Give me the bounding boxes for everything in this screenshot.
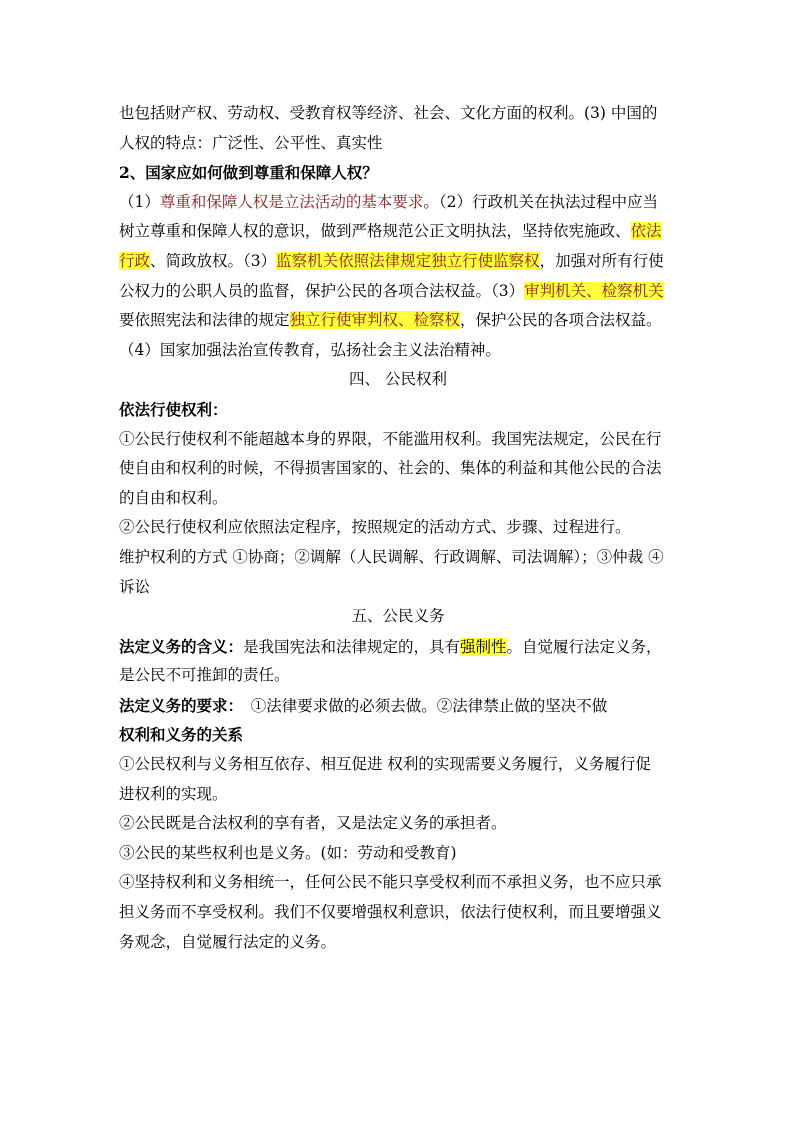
list-item-line: ①公民行使权利不能超越本身的界限，不能滥用权利。我国宪法规定，公民在行 <box>119 429 662 448</box>
list-item-line: 务观念，自觉履行法定的义务。 <box>119 932 337 951</box>
text-run: 、简政放权。（3） <box>150 251 277 270</box>
list-item-line: ②公民行使权利应依照法定程序，按照规定的活动方式、步骤、过程进行。 <box>119 518 631 537</box>
paragraph-line <box>119 188 677 218</box>
paragraph-line: 人权的特点：广泛性、公平性、真实性 <box>119 133 383 152</box>
paragraph-line: 是公民不可推卸的责任。 <box>119 666 290 685</box>
paragraph-line: 也包括财产权、劳动权、受教育权等经济、社会、文化方面的权利。(3) 中国的 <box>119 104 658 122</box>
text-run: 。（2）行政机关在执法过程中应当 <box>423 192 659 211</box>
highlighted-text: 行政 <box>119 251 151 270</box>
paragraph-line <box>119 247 677 277</box>
question-heading: 2、国家应如何做到尊重和保障人权？ <box>119 163 378 183</box>
text-run: （1） <box>119 192 160 211</box>
paragraph-line: 诉讼 <box>119 577 151 596</box>
section-heading: 四、 公民权利 <box>349 370 447 389</box>
text-run: 要依照宪法和法律的规定 <box>119 311 290 330</box>
section-heading: 五、公民义务 <box>351 607 445 626</box>
paragraph-line <box>119 277 677 307</box>
list-item-line: 担义务而不享受权利。我们不仅要增强权利意识，依法行使权利，而且要增强义 <box>119 903 662 922</box>
paragraph-line <box>119 632 677 662</box>
text-run: ，加强对所有行使 <box>539 251 664 270</box>
text-run: ①法律要求做的必须去做。②法律禁止做的坚决不做 <box>235 696 608 715</box>
requirement-label: 法定义务的要求： <box>119 695 236 715</box>
paragraph-line: （4）国家加强法治宣传教育，弘扬社会主义法治精神。 <box>119 340 501 359</box>
emphasis-text: 尊重和保障人权是立法活动的基本要求 <box>159 192 424 211</box>
text-run: 树立尊重和保障人权的意识，做到严格规范公正文明执法，坚持依宪施政、 <box>119 222 631 241</box>
paragraph-line: 维护权利的方式 ①协商；②调解（人民调解、行政调解、司法调解）；③仲裁 ④ <box>119 547 664 566</box>
list-item-line: 的自由和权利。 <box>119 488 228 507</box>
highlighted-text: 依法 <box>630 222 662 241</box>
highlighted-text: 强制性 <box>460 637 507 656</box>
paragraph-line <box>119 691 677 721</box>
list-item-line: ④坚持权利和义务相统一，任何公民不能只享受权利而不承担义务，也不应只承 <box>119 873 662 892</box>
document-body <box>119 99 677 957</box>
list-item-line: ①公民权利与义务相互依存、相互促进 权利的实现需要义务履行，义务履行促 <box>119 755 651 774</box>
highlighted-text: 审判机关、检察机关 <box>524 281 664 300</box>
text-run: 。自觉履行法定义务， <box>506 637 662 656</box>
list-item-line: 进权利的实现。 <box>119 784 228 803</box>
subsection-title: 依法行使权利： <box>119 399 228 419</box>
definition-label: 法定义务的含义： <box>119 636 244 656</box>
text-run: 是我国宪法和法律规定的，具有 <box>243 637 461 656</box>
highlighted-text: 监察机关依照法律规定独立行使监察权 <box>276 251 540 270</box>
paragraph-line <box>119 217 677 247</box>
text-run: ，保护公民的各项合法权益。 <box>460 311 662 330</box>
text-run: 公权力的公职人员的监督，保护公民的各项合法权益。（3） <box>119 281 525 300</box>
subsection-title: 权利和义务的关系 <box>119 725 244 745</box>
list-item-line: ③公民的某些权利也是义务。(如：劳动和受教育) <box>119 843 457 862</box>
highlighted-text: 独立行使审判权、检察权 <box>289 311 461 330</box>
paragraph-line <box>119 306 677 336</box>
list-item-line: ②公民既是合法权利的享有者，又是法定义务的承担者。 <box>119 814 507 833</box>
list-item-line: 使自由和权利的时候，不得损害国家的、社会的、集体的利益和其他公民的合法 <box>119 459 662 478</box>
